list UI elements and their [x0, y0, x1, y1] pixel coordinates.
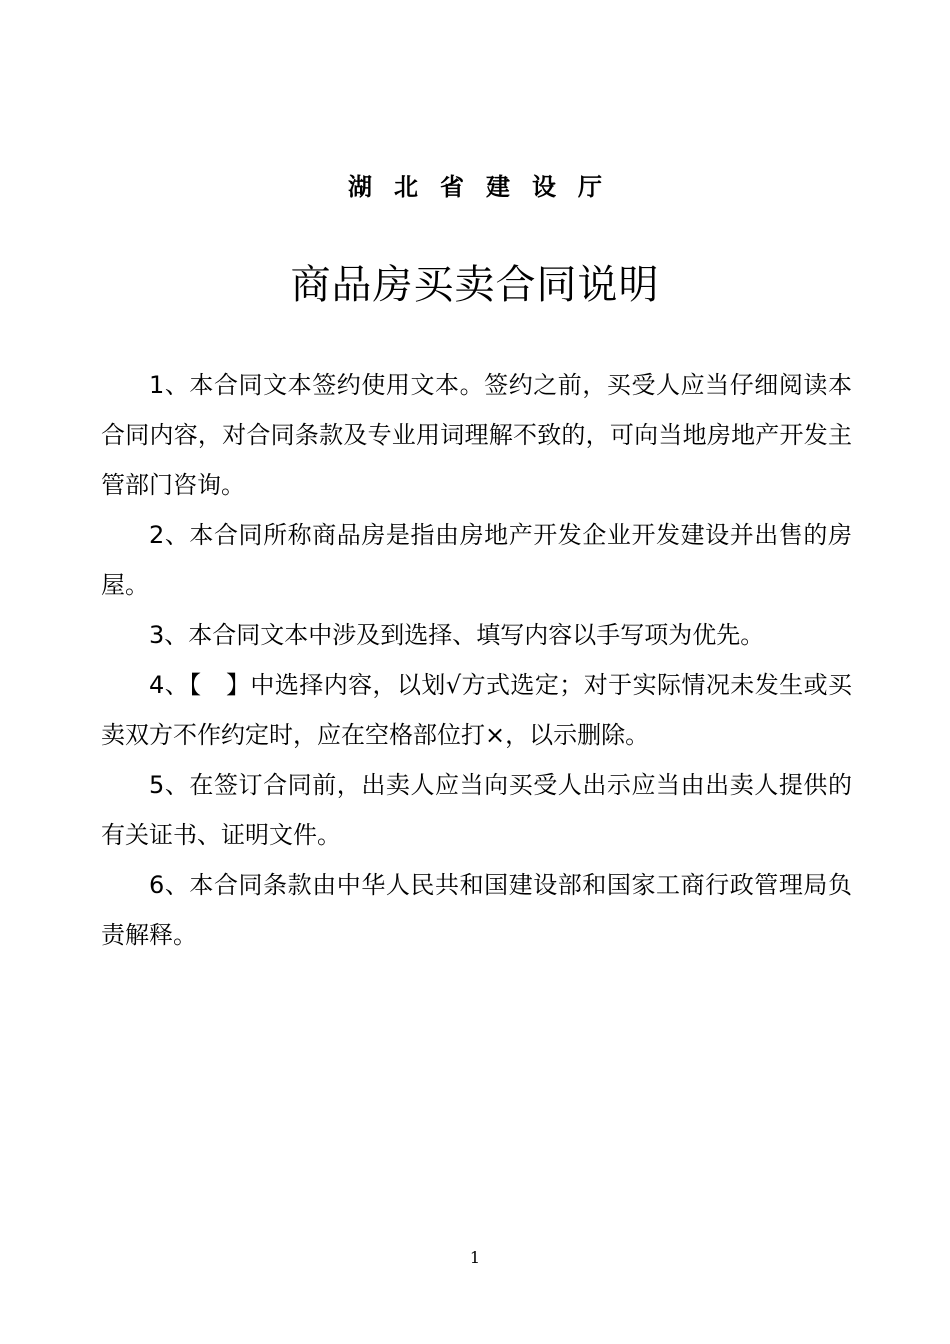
- paragraph-6: 6、本合同条款由中华人民共和国建设部和国家工商行政管理局负责解释。: [101, 871, 852, 949]
- document-title: 商品房买卖合同说明: [290, 262, 660, 308]
- page-number: 1: [469, 1248, 481, 1267]
- paragraph-2: 2、本合同所称商品房是指由房地产开发企业开发建设并出售的房屋。: [101, 521, 852, 599]
- paragraph-1: 1、本合同文本签约使用文本。签约之前，买受人应当仔细阅读本合同内容，对合同条款及专业用词理解不致的，可向当地房地产开发主管部门咨询。: [101, 371, 852, 499]
- paragraph-5: 5、在签订合同前，出卖人应当向买受人出示应当由出卖人提供的有关证书、证明文件。: [101, 771, 852, 849]
- issuing-authority: 湖北省建设厅: [348, 173, 624, 201]
- paragraph-4: 4、【 】中选择内容，以划√方式选定；对于实际情况未发生或买卖双方不作约定时，应在空格部位打×，以示删除。: [101, 671, 852, 749]
- paragraph-3: 3、本合同文本中涉及到选择、填写内容以手写项为优先。: [149, 621, 765, 649]
- document-body: [101, 360, 852, 960]
